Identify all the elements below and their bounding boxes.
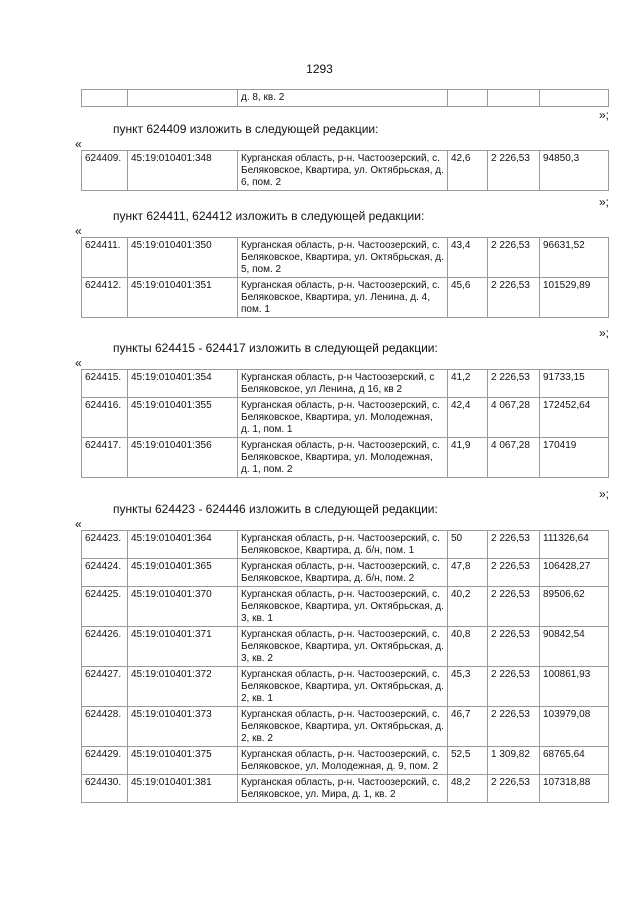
cell-address: Курганская область, р-н. Частоозерский, с. Беляковское, Квартира, ул. Октябрьская, д. 3, кв. 1: [238, 587, 448, 627]
cell-rate: 2 226,53: [488, 627, 540, 667]
open-quote: «: [75, 356, 82, 370]
open-quote: «: [75, 137, 82, 151]
cell-rate: 2 226,53: [488, 531, 540, 559]
cell-area: 50: [448, 531, 488, 559]
cell-number: 624429.: [82, 747, 128, 775]
cell-rate: 2 226,53: [488, 238, 540, 278]
cell-value: 90842,54: [540, 627, 609, 667]
cell-address: Курганская область, р-н. Частоозерский, с. Беляковское, Квартира, д. б/н, пом. 2: [238, 559, 448, 587]
cell-address: Курганская область, р-н Частоозерский, с Беляковское, ул Ленина, д 16, кв 2: [238, 370, 448, 398]
cell-address: Курганская область, р-н. Частоозерский, с. Беляковское, Квартира, ул. Молодежная, д. 1, пом. 2: [238, 438, 448, 478]
cell-rate: [488, 90, 540, 107]
cell-cadastral: 45:19:010401:348: [128, 151, 238, 191]
table-row: [82, 775, 609, 803]
cell-cadastral: 45:19:010401:356: [128, 438, 238, 478]
cell-cadastral: 45:19:010401:381: [128, 775, 238, 803]
cell-area: 52,5: [448, 747, 488, 775]
cell-area: 45,6: [448, 278, 488, 318]
cell-address: Курганская область, р-н. Частоозерский, с. Беляковское, Квартира, ул. Октябрьская, д. 5, пом. 2: [238, 238, 448, 278]
cell-address: Курганская область, р-н. Частоозерский, с. Беляковское, Квартира, ул. Октябрьская, д. 2, кв. 1: [238, 667, 448, 707]
registry-table: [81, 237, 609, 318]
page-number: 1293: [306, 62, 333, 76]
cell-cadastral: 45:19:010401:365: [128, 559, 238, 587]
table-row: [82, 278, 609, 318]
cell-area: 43,4: [448, 238, 488, 278]
cell-rate: 4 067,28: [488, 398, 540, 438]
cell-address: Курганская область, р-н. Частоозерский, с. Беляковское, ул. Молодежная, д. 9, пом. 2: [238, 747, 448, 775]
open-quote: «: [75, 517, 82, 531]
table-row: [82, 627, 609, 667]
cell-address: Курганская область, р-н. Частоозерский, с. Беляковское, Квартира, ул. Молодежная, д. 1, пом. 1: [238, 398, 448, 438]
cell-rate: 2 226,53: [488, 707, 540, 747]
cell-cadastral: 45:19:010401:355: [128, 398, 238, 438]
cell-cadastral: 45:19:010401:373: [128, 707, 238, 747]
close-quote: »;: [598, 487, 609, 501]
table-row: [82, 90, 609, 107]
table-row: [82, 438, 609, 478]
cell-rate: 2 226,53: [488, 370, 540, 398]
prev-fragment-table: [81, 89, 609, 107]
cell-number: 624430.: [82, 775, 128, 803]
cell-number: 624411.: [82, 238, 128, 278]
cell-address: Курганская область, р-н. Частоозерский, с. Беляковское, Квартира, д. б/н, пом. 1: [238, 531, 448, 559]
cell-value: 91733,15: [540, 370, 609, 398]
table-row: [82, 398, 609, 438]
cell-rate: 2 226,53: [488, 151, 540, 191]
cell-cadastral: 45:19:010401:370: [128, 587, 238, 627]
close-quote: »;: [598, 195, 609, 209]
section-heading: пункты 624423 - 624446 изложить в следующей редакции:: [113, 502, 438, 516]
cell-number: 624423.: [82, 531, 128, 559]
table-row: [82, 531, 609, 559]
cell-area: 42,4: [448, 398, 488, 438]
cell-number: 624412.: [82, 278, 128, 318]
cell-rate: 1 309,82: [488, 747, 540, 775]
cell-cadastral: 45:19:010401:364: [128, 531, 238, 559]
table-row: [82, 747, 609, 775]
cell-number: 624426.: [82, 627, 128, 667]
cell-rate: 2 226,53: [488, 278, 540, 318]
cell-area: 48,2: [448, 775, 488, 803]
section-heading: пункт 624411, 624412 изложить в следующей редакции:: [113, 209, 425, 223]
registry-table: [81, 150, 609, 191]
cell-value: 101529,89: [540, 278, 609, 318]
cell-value: [540, 90, 609, 107]
cell-number: 624424.: [82, 559, 128, 587]
table-row: [82, 587, 609, 627]
close-quote: »;: [598, 108, 609, 122]
cell-address: Курганская область, р-н. Частоозерский, с. Беляковское, Квартира, ул. Октябрьская, д. 6, пом. 2: [238, 151, 448, 191]
cell-cadastral: 45:19:010401:375: [128, 747, 238, 775]
cell-value: 106428,27: [540, 559, 609, 587]
section-heading: пункты 624415 - 624417 изложить в следующей редакции:: [113, 341, 438, 355]
cell-area: 41,9: [448, 438, 488, 478]
cell-rate: 2 226,53: [488, 587, 540, 627]
table-row: [82, 559, 609, 587]
cell-address: Курганская область, р-н. Частоозерский, с. Беляковское, ул. Мира, д. 1, кв. 2: [238, 775, 448, 803]
cell-area: [448, 90, 488, 107]
cell-area: 46,7: [448, 707, 488, 747]
cell-value: 100861,93: [540, 667, 609, 707]
cell-address: Курганская область, р-н. Частоозерский, с. Беляковское, Квартира, ул. Октябрьская, д. 2, кв. 2: [238, 707, 448, 747]
cell-value: 96631,52: [540, 238, 609, 278]
cell-cadastral: 45:19:010401:354: [128, 370, 238, 398]
cell-value: 103979,08: [540, 707, 609, 747]
cell-value: 111326,64: [540, 531, 609, 559]
open-quote: «: [75, 224, 82, 238]
cell-value: 68765,64: [540, 747, 609, 775]
cell-number: 624409.: [82, 151, 128, 191]
cell-number: 624417.: [82, 438, 128, 478]
table-row: [82, 707, 609, 747]
cell-value: 107318,88: [540, 775, 609, 803]
cell-address: Курганская область, р-н. Частоозерский, с. Беляковское, Квартира, ул. Ленина, д. 4, пом. 1: [238, 278, 448, 318]
cell-value: 89506,62: [540, 587, 609, 627]
cell-area: 47,8: [448, 559, 488, 587]
cell-cadastral: 45:19:010401:351: [128, 278, 238, 318]
cell-rate: 2 226,53: [488, 559, 540, 587]
cell-number: 624428.: [82, 707, 128, 747]
cell-rate: 2 226,53: [488, 667, 540, 707]
cell-value: 172452,64: [540, 398, 609, 438]
cell-cadastral: [128, 90, 238, 107]
cell-rate: 4 067,28: [488, 438, 540, 478]
cell-number: 624425.: [82, 587, 128, 627]
cell-cadastral: 45:19:010401:371: [128, 627, 238, 667]
cell-cadastral: 45:19:010401:350: [128, 238, 238, 278]
cell-number: [82, 90, 128, 107]
cell-number: 624427.: [82, 667, 128, 707]
cell-area: 40,2: [448, 587, 488, 627]
cell-cadastral: 45:19:010401:372: [128, 667, 238, 707]
cell-area: 45,3: [448, 667, 488, 707]
table-row: [82, 238, 609, 278]
registry-table: [81, 369, 609, 478]
cell-address: Курганская область, р-н. Частоозерский, с. Беляковское, Квартира, ул. Октябрьская, д. 3, кв. 2: [238, 627, 448, 667]
table-row: [82, 667, 609, 707]
section-heading: пункт 624409 изложить в следующей редакции:: [113, 122, 379, 136]
cell-address: д. 8, кв. 2: [238, 90, 448, 107]
table-row: [82, 151, 609, 191]
cell-area: 40,8: [448, 627, 488, 667]
table-row: [82, 370, 609, 398]
cell-value: 170419: [540, 438, 609, 478]
close-quote: »;: [598, 326, 609, 340]
registry-table: [81, 530, 609, 803]
cell-area: 41,2: [448, 370, 488, 398]
cell-number: 624415.: [82, 370, 128, 398]
cell-value: 94850,3: [540, 151, 609, 191]
cell-number: 624416.: [82, 398, 128, 438]
cell-area: 42,6: [448, 151, 488, 191]
cell-rate: 2 226,53: [488, 775, 540, 803]
